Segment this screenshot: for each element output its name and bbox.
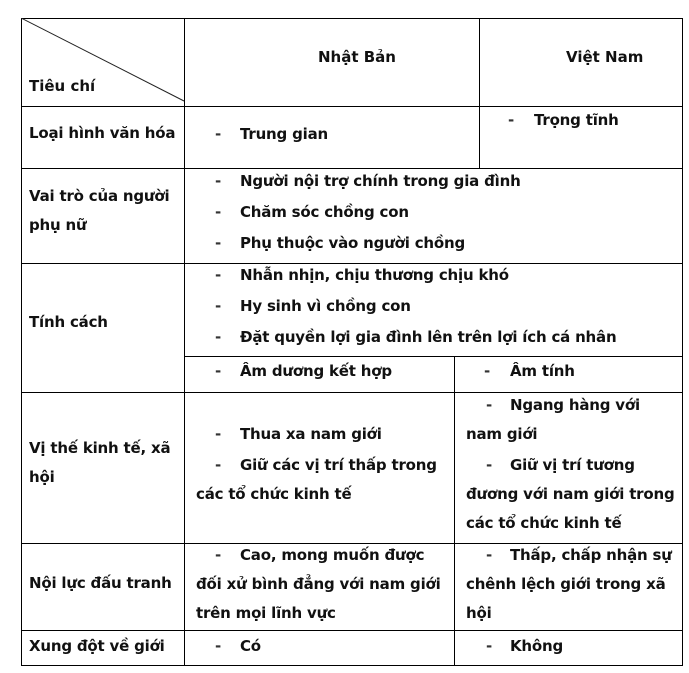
col-divider-lower xyxy=(454,356,455,666)
criterion-women-role-line1: Vai trò của người xyxy=(29,187,170,205)
vietnam-socioeconomic-line2: nam giới xyxy=(466,425,538,443)
header-japan: Nhật Bản xyxy=(318,48,396,66)
vietnam-socioeconomic-line1: Ngang hàng với xyxy=(510,396,640,414)
vietnam-personality: Âm tính xyxy=(510,362,575,380)
vietnam-culture-type: Trọng tĩnh xyxy=(534,111,619,129)
shared-personality-3: Đặt quyền lợi gia đình lên trên lợi ích cá nhân xyxy=(240,328,617,346)
bullet: - xyxy=(486,396,493,414)
shared-women-role-3: Phụ thuộc vào người chồng xyxy=(240,234,466,252)
japan-struggle-line1: Cao, mong muốn được xyxy=(240,546,425,564)
vietnam-socioeconomic-line4: đương với nam giới trong xyxy=(466,485,675,503)
vietnam-socioeconomic-line3: Giữ vị trí tương xyxy=(510,456,635,474)
bullet: - xyxy=(508,111,515,129)
shared-personality-1: Nhẫn nhịn, chịu thương chịu khó xyxy=(240,266,509,284)
bullet: - xyxy=(215,456,222,474)
criterion-socioeconomic-line2: hội xyxy=(29,468,55,486)
criterion-personality: Tính cách xyxy=(29,313,108,331)
bullet: - xyxy=(215,125,222,143)
border-bottom xyxy=(21,665,683,666)
bullet: - xyxy=(215,546,222,564)
japan-struggle-line2: đối xử bình đẳng với nam giới xyxy=(196,575,441,593)
japan-socioeconomic-line1: Thua xa nam giới xyxy=(240,425,382,443)
bullet: - xyxy=(215,172,222,190)
header-vietnam: Việt Nam xyxy=(566,48,644,66)
japan-culture-type: Trung gian xyxy=(240,125,328,143)
border-right xyxy=(682,18,683,666)
header-criteria: Tiêu chí xyxy=(29,77,96,95)
bullet: - xyxy=(215,266,222,284)
bullet: - xyxy=(215,328,222,346)
japan-socioeconomic-line2: Giữ các vị trí thấp trong xyxy=(240,456,437,474)
bullet: - xyxy=(215,425,222,443)
bullet: - xyxy=(484,362,491,380)
bullet: - xyxy=(215,234,222,252)
vietnam-gender-conflict: Không xyxy=(510,637,564,655)
japan-socioeconomic-line3: các tổ chức kinh tế xyxy=(196,485,352,503)
bullet: - xyxy=(215,362,222,380)
vietnam-struggle-line3: hội xyxy=(466,604,492,622)
border-left xyxy=(21,18,22,666)
vietnam-struggle-line1: Thấp, chấp nhận sự xyxy=(510,546,672,564)
bullet: - xyxy=(215,297,222,315)
shared-women-role-2: Chăm sóc chồng con xyxy=(240,203,409,221)
criterion-women-role-line2: phụ nữ xyxy=(29,216,87,234)
criterion-gender-conflict: Xung đột về giới xyxy=(29,637,165,655)
vietnam-socioeconomic-line5: các tổ chức kinh tế xyxy=(466,514,622,532)
criterion-culture-type: Loại hình văn hóa xyxy=(29,124,176,142)
japan-struggle-line3: trên mọi lĩnh vực xyxy=(196,604,336,622)
col-divider-criteria xyxy=(184,18,185,666)
shared-women-role-1: Người nội trợ chính trong gia đình xyxy=(240,172,521,190)
bullet: - xyxy=(486,637,493,655)
japan-personality: Âm dương kết hợp xyxy=(240,362,392,380)
bullet: - xyxy=(486,456,493,474)
bullet: - xyxy=(215,637,222,655)
bullet: - xyxy=(486,546,493,564)
shared-personality-2: Hy sinh vì chồng con xyxy=(240,297,411,315)
criterion-socioeconomic-line1: Vị thế kinh tế, xã xyxy=(29,439,171,457)
japan-gender-conflict: Có xyxy=(240,637,261,655)
bullet: - xyxy=(215,203,222,221)
criterion-struggle: Nội lực đấu tranh xyxy=(29,574,172,592)
vietnam-struggle-line2: chênh lệch giới trong xã xyxy=(466,575,666,593)
col-divider-upper xyxy=(479,18,480,168)
